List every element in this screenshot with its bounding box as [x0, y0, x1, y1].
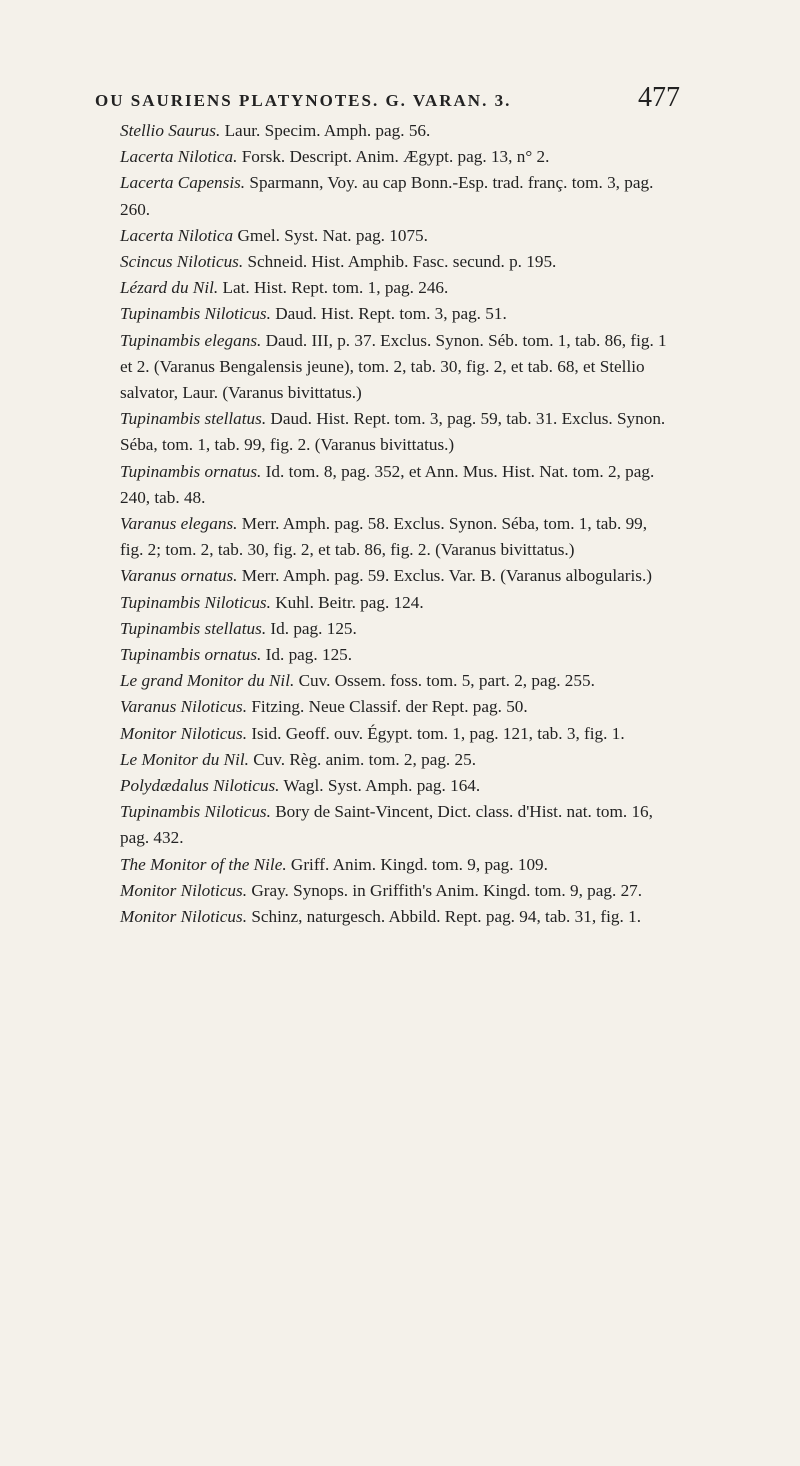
citation: Daud. III, p. 37. Exclus. Synon. Séb. tom. 1, tab. 86, fig. 1 et 2. (Varanus Bengalensis jeune), tom. 2, tab. 30, fig. 2, et tab. 68, et Stellio salvator, Laur. (Varanus bivittatus.) — [120, 330, 667, 403]
citation: Fitzing. Neue Classif. der Rept. pag. 50. — [247, 697, 528, 717]
taxon-name: Tupinambis Niloticus. — [120, 802, 271, 822]
citation: Merr. Amph. pag. 58. Exclus. Synon. Séba, tom. 1, tab. 99, fig. 2; tom. 2, tab. 30, fig. 2, et tab. 86, fig. 2. (Varanus bivittatus.) — [120, 514, 648, 560]
page-number: 477 — [638, 82, 680, 113]
citation: Cuv. Règ. anim. tom. 2, pag. 25. — [248, 749, 477, 769]
citation: Laur. Specim. Amph. pag. 56. — [220, 121, 431, 140]
citation: Gmel. Syst. Nat. pag. 1075. — [233, 225, 428, 245]
citation: Id. tom. 8, pag. 352, et Ann. Mus. Hist. Nat. tom. 2, pag. 240, tab. 48. — [120, 461, 655, 507]
taxon-name: Le grand Monitor du Nil. — [120, 671, 295, 691]
taxon-name: Tupinambis Niloticus. — [120, 304, 271, 324]
taxon-name: Varanus elegans. — [120, 514, 238, 534]
citation: Wagl. Syst. Amph. pag. 164. — [279, 776, 481, 796]
taxon-name: Monitor Niloticus. — [120, 907, 248, 927]
taxon-name: Monitor Niloticus. — [120, 723, 248, 743]
citation: Merr. Amph. pag. 59. Exclus. Var. B. (Varanus albogularis.) — [237, 566, 652, 586]
citation: Id. pag. 125. — [266, 618, 357, 638]
taxon-name: Lacerta Nilotica — [120, 225, 234, 245]
synonymy-entry — [120, 459, 672, 511]
synonymy-entry — [120, 563, 672, 589]
citation: Bory de Saint-Vincent, Dict. class. d'Hist. nat. tom. 16, pag. 432. — [120, 802, 653, 848]
synonymy-entry — [120, 694, 672, 720]
taxon-name: Lacerta Capensis. — [120, 173, 246, 193]
synonymy-entry — [120, 118, 672, 144]
taxon-name: Polydædalus Niloticus. — [120, 776, 280, 796]
synonymy-entry — [120, 852, 672, 878]
citation: Lat. Hist. Rept. tom. 1, pag. 246. — [218, 278, 449, 298]
synonymy-list — [120, 118, 672, 930]
taxon-name: Scincus Niloticus. — [120, 252, 244, 272]
taxon-name: Tupinambis stellatus. — [120, 618, 267, 638]
citation: Kuhl. Beitr. pag. 124. — [270, 592, 424, 612]
taxon-name: Monitor Niloticus. — [120, 880, 248, 900]
taxon-name: Tupinambis stellatus. — [120, 409, 267, 429]
taxon-name: Varanus Niloticus. — [120, 697, 248, 717]
taxon-name: Varanus ornatus. — [120, 566, 238, 586]
citation: Griff. Anim. Kingd. tom. 9, pag. 109. — [286, 854, 548, 874]
citation: Gray. Synops. in Griffith's Anim. Kingd. tom. 9, pag. 27. — [247, 880, 643, 900]
citation: Id. pag. 125. — [261, 645, 353, 665]
synonymy-entry — [120, 799, 672, 851]
citation: Schneid. Hist. Amphib. Fasc. secund. p. 195. — [243, 252, 557, 272]
citation: Sparmann, Voy. au cap Bonn.-Esp. trad. franç. tom. 3, pag. 260. — [120, 173, 654, 219]
taxon-name: Tupinambis ornatus. — [120, 461, 262, 481]
citation: Isid. Geoff. ouv. Égypt. tom. 1, pag. 121, tab. 3, fig. 1. — [247, 723, 625, 743]
citation: Daud. Hist. Rept. tom. 3, pag. 51. — [270, 304, 507, 324]
taxon-name: Le Monitor du Nil. — [120, 749, 249, 769]
synonymy-entry — [120, 773, 672, 799]
synonymy-entry — [120, 170, 672, 222]
synonymy-entry — [120, 301, 672, 327]
synonymy-entry — [120, 249, 672, 275]
running-head: OU SAURIENS PLATYNOTES. G. VARAN. 3. — [95, 91, 512, 110]
synonymy-entry — [120, 721, 672, 747]
page-header — [95, 82, 680, 118]
synonymy-entry — [120, 406, 672, 458]
synonymy-entry — [120, 642, 672, 668]
taxon-name: Tupinambis elegans. — [120, 330, 262, 350]
synonymy-entry — [120, 328, 672, 407]
synonymy-entry — [120, 590, 672, 616]
taxon-name: Tupinambis ornatus. — [120, 645, 262, 665]
taxon-name: Tupinambis Niloticus. — [120, 592, 271, 612]
citation: Forsk. Descript. Anim. Ægypt. pag. 13, n° 2. — [237, 147, 550, 167]
taxon-name: Lacerta Nilotica. — [120, 147, 238, 167]
synonymy-entry — [120, 616, 672, 642]
synonymy-entry — [120, 223, 672, 249]
citation: Schinz, naturgesch. Abbild. Rept. pag. 94, tab. 31, fig. 1. — [247, 907, 642, 927]
taxon-name: The Monitor of the Nile. — [120, 854, 287, 874]
taxon-name: Lézard du Nil. — [120, 278, 219, 298]
citation: Daud. Hist. Rept. tom. 3, pag. 59, tab. 31. Exclus. Synon. Séba, tom. 1, tab. 99, fig. 2. (Varanus bivittatus.) — [120, 409, 666, 455]
synonymy-entry — [120, 275, 672, 301]
citation: Cuv. Ossem. foss. tom. 5, part. 2, pag. 255. — [294, 671, 595, 691]
synonymy-entry — [120, 878, 672, 904]
synonymy-entry — [120, 904, 672, 930]
synonymy-entry — [120, 747, 672, 773]
synonymy-entry — [120, 668, 672, 694]
synonymy-entry — [120, 511, 672, 563]
synonymy-entry — [120, 144, 672, 170]
taxon-name: Stellio Saurus. — [120, 121, 221, 140]
